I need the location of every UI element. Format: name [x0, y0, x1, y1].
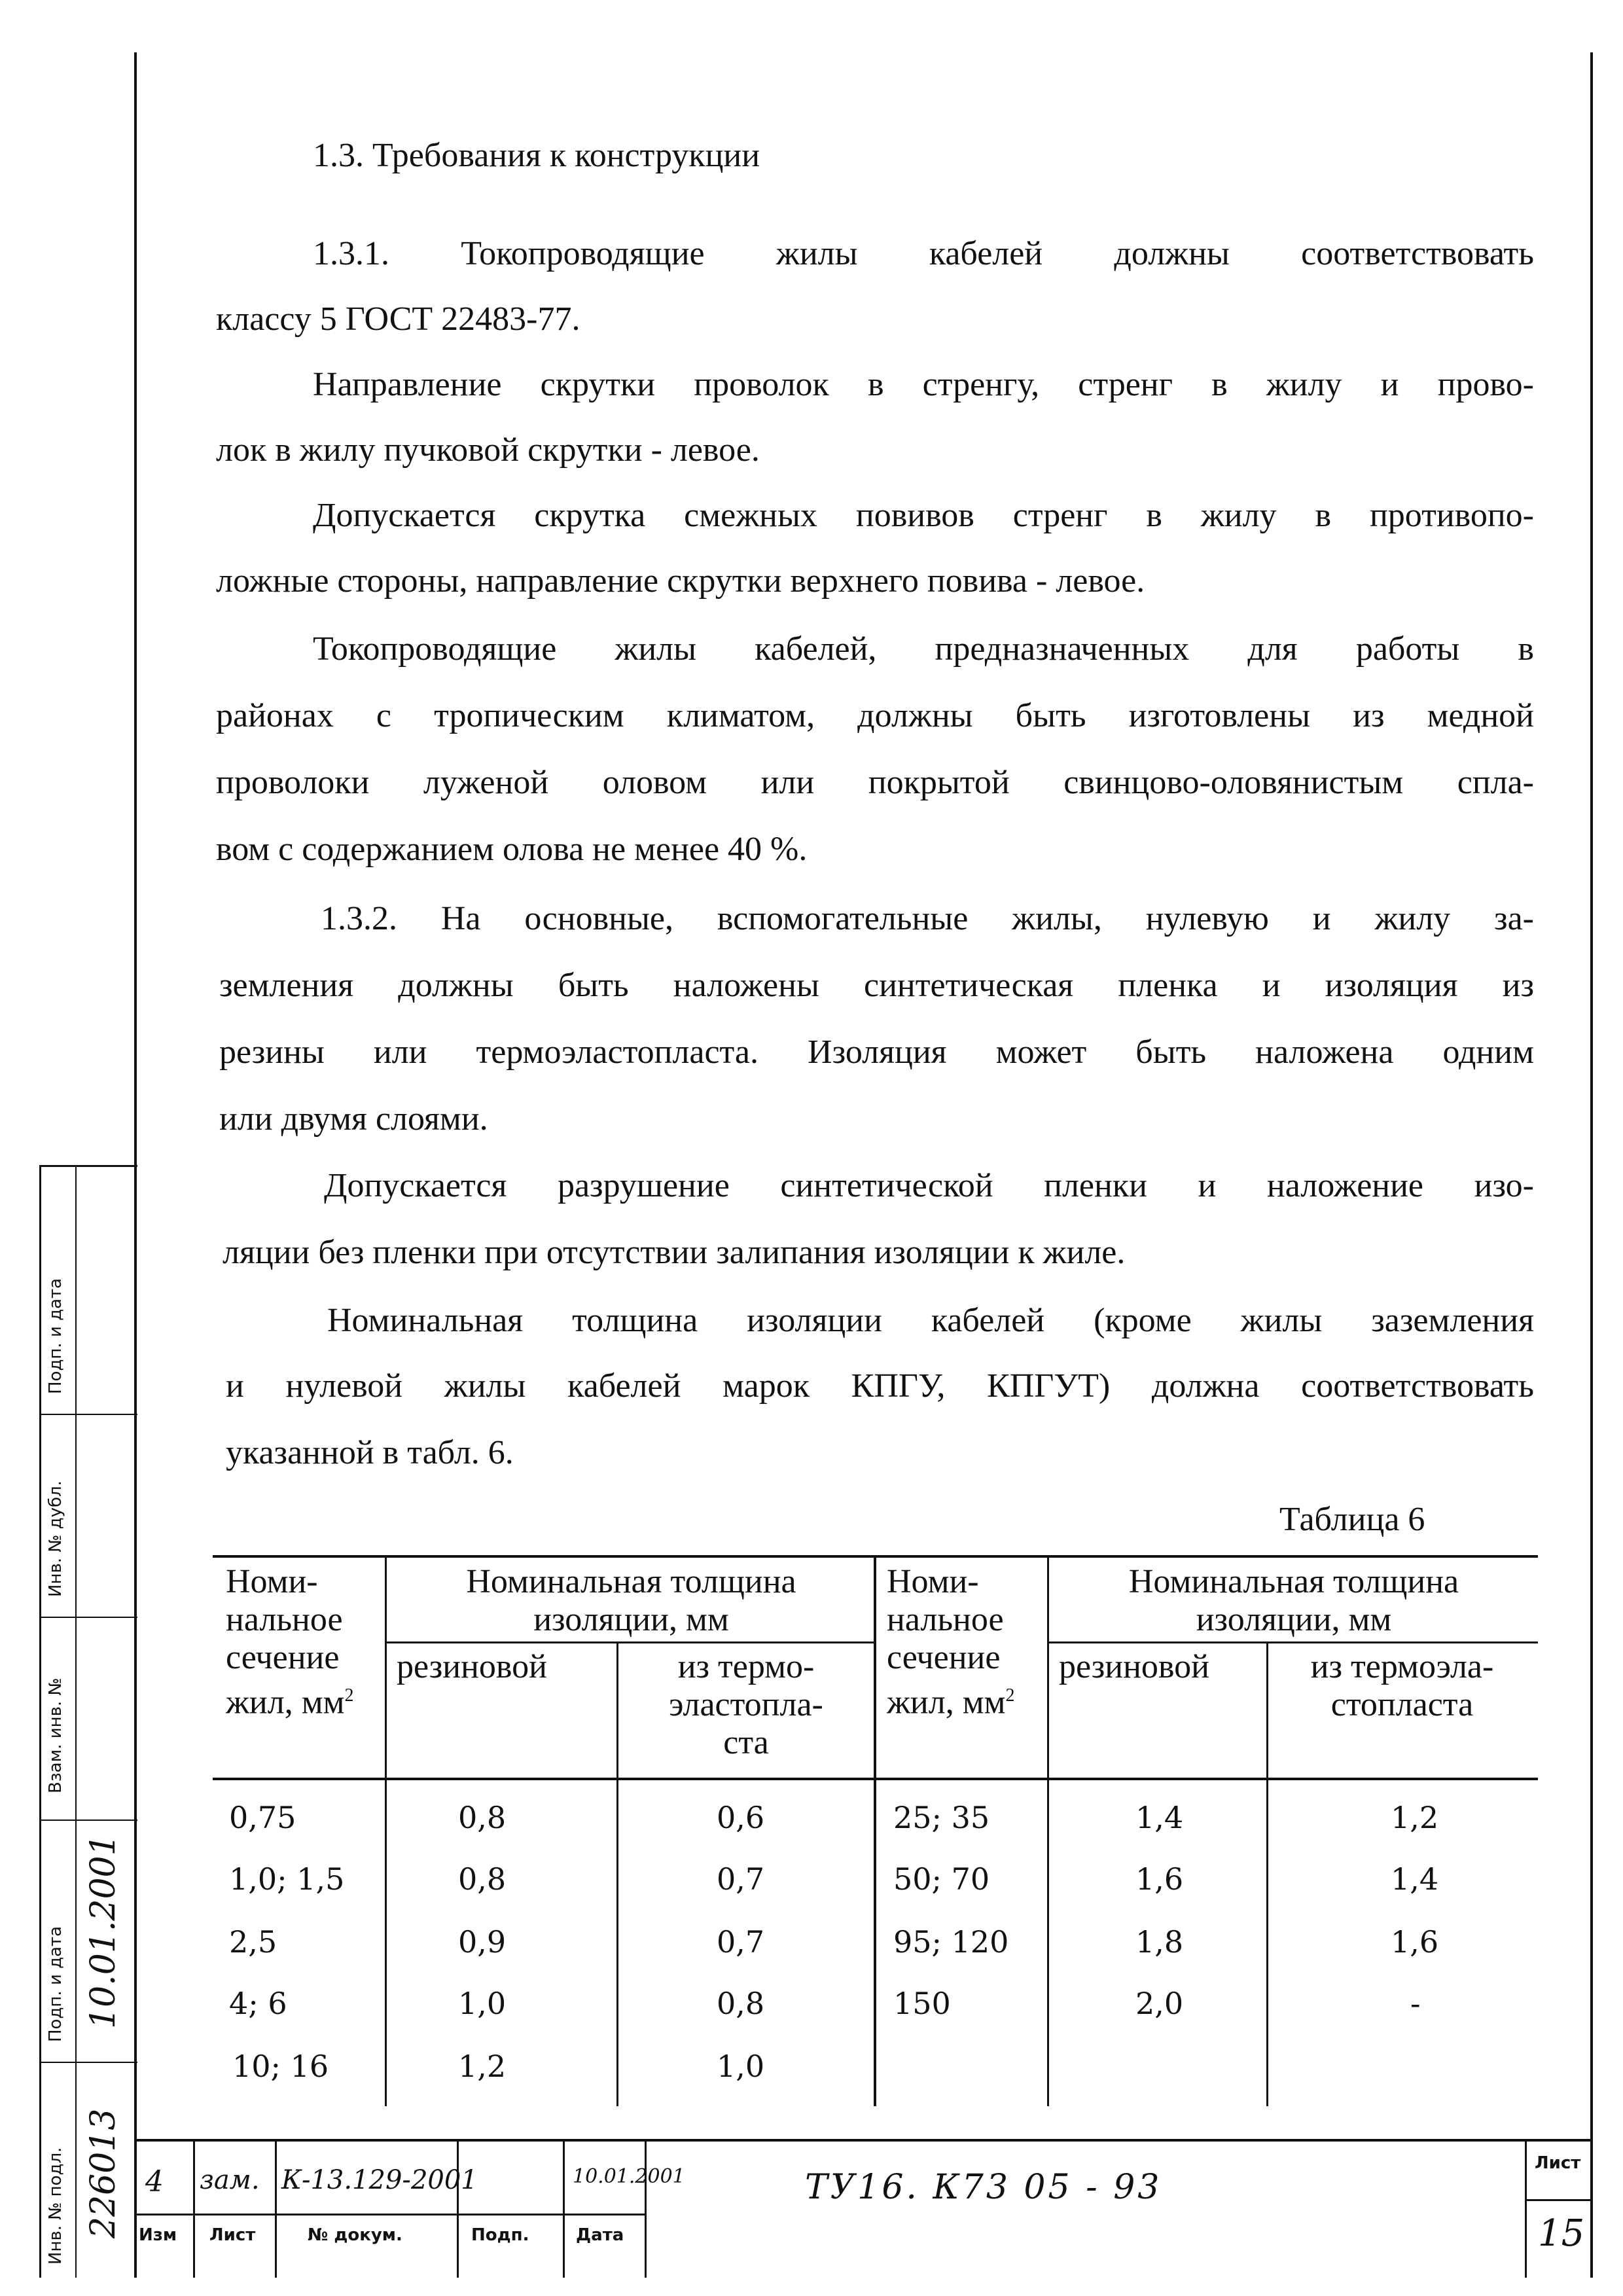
paragraph-line: Номинальная толщина изоляции кабелей (кроме жилы заземления	[327, 1302, 1534, 1339]
title-block-sheet-rule	[1525, 2199, 1590, 2201]
cell-tep: -	[1410, 1986, 1421, 2021]
sheet-number: 15	[1538, 2212, 1585, 2255]
side-label-podp-data: Подп. и дата	[46, 1278, 65, 1394]
paragraph-line: 1.3.2. На основные, вспомогательные жилы, нулевую и жилу за-	[321, 900, 1534, 937]
paragraph-line: вом с содержанием олова не менее 40 %.	[216, 831, 808, 868]
table-vline	[1047, 1556, 1049, 2106]
side-stamp-divider	[39, 1414, 137, 1415]
cell-section: 150	[893, 1986, 951, 2021]
paragraph-line: и нулевой жилы кабелей марок КПГУ, КПГУТ) должна соответствовать	[226, 1367, 1534, 1405]
cell-rubber: 1,8	[1135, 1924, 1184, 1960]
cell-rubber: 1,2	[458, 2049, 507, 2084]
header-thickness-right: Номинальная толщина изоляции, мм	[1128, 1563, 1459, 1638]
header-section-left: Номи- нальное сечение жил, $мм^2$	[226, 1563, 354, 1721]
header-section-right: Номи- нальное сечение жил, $мм^2$	[887, 1563, 1015, 1721]
cell-section: 4; 6	[229, 1986, 287, 2021]
side-label-inv-podl: Инв. № подл.	[46, 2147, 65, 2265]
title-value-list: зам.	[200, 2165, 260, 2195]
title-block-mid-rule	[134, 2214, 645, 2215]
cell-tep: 0,7	[717, 1861, 765, 1897]
table-vline	[1266, 1643, 1268, 2106]
paragraph-line: земления должны быть наложены синтетическая пленка и изоляция из	[219, 967, 1534, 1004]
paragraph-line: Допускается скрутка смежных повивов стренг в жилу в противопо-	[313, 497, 1534, 534]
paragraph-line: проволоки луженой оловом или покрытой свинцово-оловянистым спла-	[216, 764, 1534, 801]
cell-section: 0,75	[229, 1800, 296, 1835]
title-label-data: Дата	[576, 2225, 624, 2245]
paragraph-line: 1.3.1. Токопроводящие жилы кабелей должны соответствовать	[313, 235, 1534, 272]
cell-section: 25; 35	[893, 1800, 990, 1835]
paragraph-line: лок в жилу пучковой скрутки - левое.	[216, 431, 760, 469]
paragraph-line: резины или термоэластопласта. Изоляция может быть наложена одним	[219, 1033, 1534, 1071]
title-block-vline	[645, 2140, 647, 2278]
section-heading: 1.3. Требования к конструкции	[313, 137, 760, 174]
paragraph-line: ляции без пленки при отсутствии залипания изоляции к жиле.	[223, 1234, 1126, 1271]
header-rubber-right: резиновой	[1059, 1648, 1209, 1685]
table-vline	[616, 1643, 618, 2106]
header-rubber-left: резиновой	[397, 1648, 547, 1685]
title-value-date: 10.01.2001	[573, 2165, 685, 2188]
paragraph-line: районах с тропическим климатом, должны быть изготовлены из медной	[216, 697, 1534, 734]
title-label-doc: № докум.	[308, 2225, 402, 2245]
header-thickness-left: Номинальная толщина изоляции, мм	[466, 1563, 796, 1638]
cell-section: 2,5	[229, 1924, 277, 1960]
title-block-vline	[275, 2140, 277, 2278]
table-vline	[385, 1556, 387, 2106]
cell-rubber: 1,4	[1135, 1800, 1184, 1835]
cell-rubber: 1,0	[458, 1986, 507, 2021]
paragraph-line: Токопроводящие жилы кабелей, предназначенных для работы в	[313, 630, 1534, 668]
title-label-list: Лист	[209, 2225, 256, 2245]
side-stamp-divider	[39, 2062, 137, 2063]
title-block-top-rule	[134, 2139, 1592, 2142]
sheet-label: Лист	[1535, 2153, 1581, 2173]
side-value-date: 10.01.2001	[84, 1834, 123, 2029]
paragraph-line: классу 5 ГОСТ 22483-77.	[216, 300, 580, 338]
side-label-vzam-inv: Взам. инв. №	[46, 1677, 65, 1793]
frame-right-border	[1590, 52, 1593, 2278]
cell-tep: 1,2	[1391, 1800, 1439, 1835]
side-stamp-outer-line	[39, 1165, 41, 2278]
side-stamp-top-rule	[39, 1165, 137, 1167]
side-stamp-divider	[39, 1617, 137, 1618]
cell-tep: 0,8	[717, 1986, 765, 2021]
table-caption: Таблица 6	[1279, 1501, 1425, 1538]
table-subheader-rule	[1047, 1641, 1538, 1643]
cell-tep: 1,4	[1391, 1861, 1439, 1897]
cell-rubber: 1,6	[1135, 1861, 1184, 1897]
cell-tep: 0,6	[717, 1800, 765, 1835]
title-value-izm: 4	[145, 2165, 164, 2198]
cell-rubber: 0,9	[458, 1924, 507, 1960]
header-tep-right: из термоэла- стопласта	[1310, 1648, 1494, 1723]
side-stamp-inner-line	[75, 1165, 77, 2278]
side-stamp-divider	[39, 1820, 137, 1821]
cell-tep: 1,6	[1391, 1924, 1439, 1960]
paragraph-line: Направление скрутки проволок в стренгу, стренг в жилу и прово-	[313, 366, 1534, 403]
cell-tep: 0,7	[717, 1924, 765, 1960]
paragraph-line: указанной в табл. 6.	[226, 1434, 514, 1471]
cell-section: 1,0; 1,5	[229, 1861, 345, 1897]
paragraph-line: ложные стороны, направление скрутки верхнего повива - левое.	[216, 562, 1145, 600]
title-label-podp: Подп.	[471, 2225, 529, 2245]
title-block-vline	[457, 2140, 459, 2278]
side-label-podp-data: Подп. и дата	[46, 1926, 65, 2042]
title-label-izm: Изм	[139, 2225, 177, 2245]
cell-rubber: 0,8	[458, 1861, 507, 1897]
cell-section: 50; 70	[893, 1861, 990, 1897]
document-designation: ТУ16. К73 05 - 93	[805, 2168, 1162, 2207]
title-block-vline	[1525, 2140, 1527, 2278]
header-tep-left: из термо- эластопла- ста	[669, 1648, 823, 1761]
cell-section: 95; 120	[893, 1924, 1009, 1960]
title-block-vline	[563, 2140, 565, 2278]
cell-rubber: 0,8	[458, 1800, 507, 1835]
title-block-vline	[193, 2140, 195, 2278]
side-value-inv-podl: 226013	[84, 2108, 123, 2238]
table-vline	[874, 1556, 876, 2106]
side-label-inv-dubl: Инв. № дубл.	[46, 1480, 65, 1597]
cell-section: 10; 16	[232, 2049, 329, 2084]
paragraph-line: Допускается разрушение синтетической пленки и наложение изо-	[324, 1167, 1534, 1204]
table-subheader-rule	[385, 1641, 876, 1643]
cell-rubber: 2,0	[1135, 1986, 1184, 2021]
cell-tep: 1,0	[717, 2049, 765, 2084]
paragraph-line: или двумя слоями.	[219, 1100, 488, 1138]
title-value-doc: К-13.129-2001	[281, 2165, 478, 2195]
